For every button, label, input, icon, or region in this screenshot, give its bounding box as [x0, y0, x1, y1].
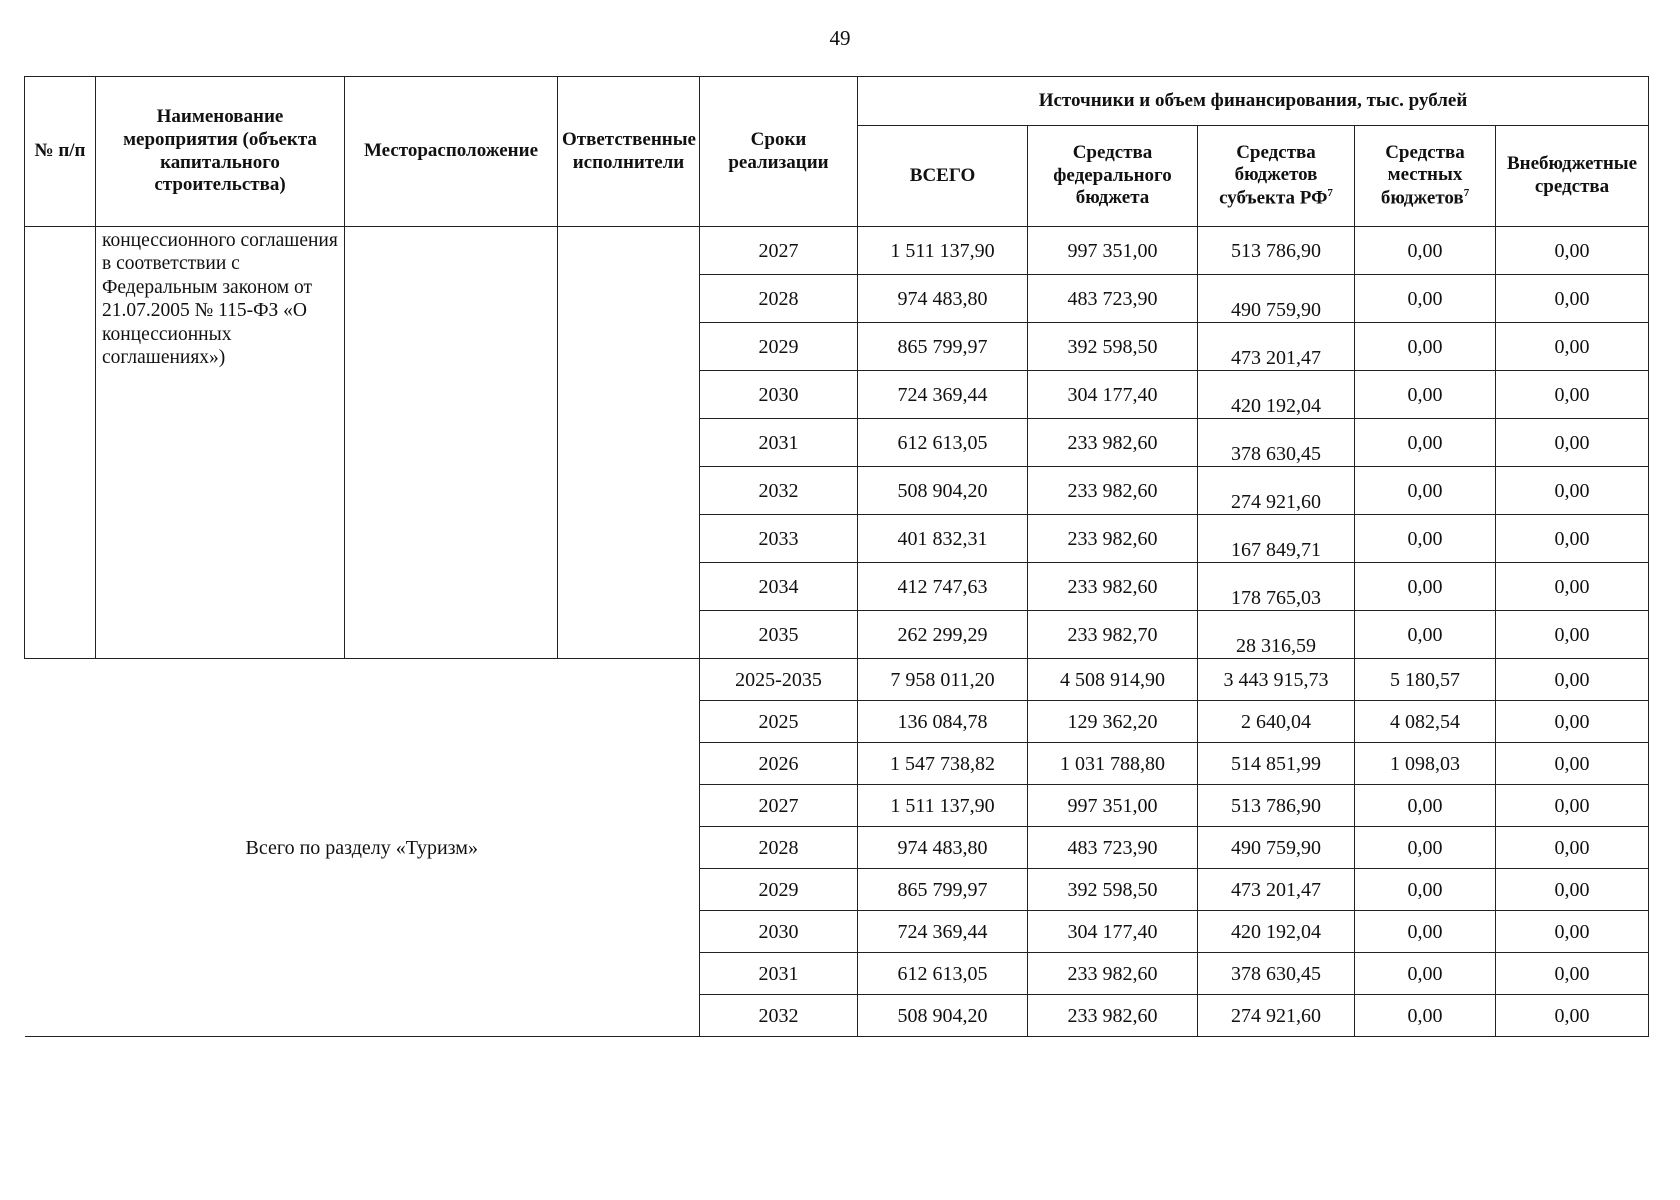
extra-cell: 0,00: [1496, 827, 1649, 869]
regional-cell: 420 192,04: [1198, 911, 1355, 953]
extra-cell: 0,00: [1496, 995, 1649, 1037]
local-cell: 0,00: [1355, 515, 1496, 563]
total-cell: 7 958 011,20: [858, 659, 1028, 701]
extra-cell: 0,00: [1496, 515, 1649, 563]
federal-cell: 304 177,40: [1028, 371, 1198, 419]
extra-cell: 0,00: [1496, 227, 1649, 275]
total-cell: 1 511 137,90: [858, 785, 1028, 827]
page-number: 49: [829, 26, 851, 50]
header-extra: Внебюджетные средства: [1496, 126, 1649, 227]
year-cell: 2029: [700, 869, 858, 911]
regional-cell: 28 316,59: [1198, 611, 1355, 659]
year-cell: 2028: [700, 827, 858, 869]
header-responsible: Ответственные исполнители: [558, 77, 700, 227]
location-cell: [345, 227, 558, 659]
federal-cell: 997 351,00: [1028, 785, 1198, 827]
federal-cell: 392 598,50: [1028, 869, 1198, 911]
regional-cell: 420 192,04: [1198, 371, 1355, 419]
regional-cell: 490 759,90: [1198, 827, 1355, 869]
extra-cell: 0,00: [1496, 467, 1649, 515]
total-cell: 612 613,05: [858, 419, 1028, 467]
federal-cell: 392 598,50: [1028, 323, 1198, 371]
regional-cell: 178 765,03: [1198, 563, 1355, 611]
extra-cell: 0,00: [1496, 323, 1649, 371]
year-cell: 2033: [700, 515, 858, 563]
total-cell: 865 799,97: [858, 323, 1028, 371]
extra-cell: 0,00: [1496, 785, 1649, 827]
local-cell: 0,00: [1355, 785, 1496, 827]
local-cell: 0,00: [1355, 869, 1496, 911]
regional-cell: 378 630,45: [1198, 953, 1355, 995]
regional-cell: 2 640,04: [1198, 701, 1355, 743]
total-cell: 612 613,05: [858, 953, 1028, 995]
total-cell: 508 904,20: [858, 995, 1028, 1037]
year-cell: 2032: [700, 995, 858, 1037]
year-cell: 2035: [700, 611, 858, 659]
header-sources-group: Источники и объем финансирования, тыс. рублей: [858, 77, 1649, 126]
financing-table: [24, 76, 1649, 1037]
local-cell: 0,00: [1355, 563, 1496, 611]
year-cell: 2031: [700, 419, 858, 467]
total-cell: 1 511 137,90: [858, 227, 1028, 275]
year-cell: 2025-2035: [700, 659, 858, 701]
year-cell: 2029: [700, 323, 858, 371]
local-cell: 0,00: [1355, 953, 1496, 995]
local-cell: 0,00: [1355, 995, 1496, 1037]
regional-cell: 274 921,60: [1198, 995, 1355, 1037]
year-cell: 2027: [700, 227, 858, 275]
year-cell: 2026: [700, 743, 858, 785]
extra-cell: 0,00: [1496, 701, 1649, 743]
regional-cell: 514 851,99: [1198, 743, 1355, 785]
regional-cell: 378 630,45: [1198, 419, 1355, 467]
header-regional: [1198, 126, 1355, 227]
header-name: Наименование мероприятия (объекта капитального строительства): [96, 77, 345, 227]
extra-cell: 0,00: [1496, 371, 1649, 419]
total-cell: 724 369,44: [858, 371, 1028, 419]
local-cell: 0,00: [1355, 323, 1496, 371]
section-total-row: [25, 659, 1649, 701]
year-cell: 2032: [700, 467, 858, 515]
item-description: концессионного соглашения в соответствии с Федеральным законом от 21.07.2005 № 115-ФЗ «О концессионных соглашениях»): [96, 227, 345, 659]
total-cell: 262 299,29: [858, 611, 1028, 659]
year-cell: 2034: [700, 563, 858, 611]
header-num: № п/п: [25, 77, 96, 227]
local-cell: 4 082,54: [1355, 701, 1496, 743]
regional-cell: 167 849,71: [1198, 515, 1355, 563]
extra-cell: 0,00: [1496, 659, 1649, 701]
federal-cell: 4 508 914,90: [1028, 659, 1198, 701]
federal-cell: 233 982,60: [1028, 953, 1198, 995]
extra-cell: 0,00: [1496, 611, 1649, 659]
federal-cell: 483 723,90: [1028, 827, 1198, 869]
local-cell: 1 098,03: [1355, 743, 1496, 785]
header-period: Сроки реализации: [700, 77, 858, 227]
year-cell: 2025: [700, 701, 858, 743]
year-cell: 2030: [700, 911, 858, 953]
extra-cell: 0,00: [1496, 419, 1649, 467]
section-total-label: Всего по разделу «Туризм»: [25, 659, 700, 1037]
total-cell: 865 799,97: [858, 869, 1028, 911]
federal-cell: 997 351,00: [1028, 227, 1198, 275]
local-cell: 0,00: [1355, 827, 1496, 869]
total-cell: 412 747,63: [858, 563, 1028, 611]
header-local-footnote: 7: [1463, 187, 1470, 200]
local-cell: 5 180,57: [1355, 659, 1496, 701]
regional-cell: 3 443 915,73: [1198, 659, 1355, 701]
local-cell: 0,00: [1355, 275, 1496, 323]
total-cell: 974 483,80: [858, 275, 1028, 323]
federal-cell: 233 982,60: [1028, 419, 1198, 467]
extra-cell: 0,00: [1496, 563, 1649, 611]
federal-cell: 483 723,90: [1028, 275, 1198, 323]
local-cell: 0,00: [1355, 467, 1496, 515]
local-cell: 0,00: [1355, 419, 1496, 467]
header-location: Месторасположение: [345, 77, 558, 227]
year-cell: 2030: [700, 371, 858, 419]
item-number-cell: [25, 227, 96, 659]
local-cell: 0,00: [1355, 911, 1496, 953]
total-cell: 974 483,80: [858, 827, 1028, 869]
extra-cell: 0,00: [1496, 953, 1649, 995]
total-cell: 724 369,44: [858, 911, 1028, 953]
total-cell: 136 084,78: [858, 701, 1028, 743]
header-regional-label: Средства бюджетов субъекта РФ: [1219, 141, 1328, 209]
federal-cell: 233 982,60: [1028, 515, 1198, 563]
total-cell: 1 547 738,82: [858, 743, 1028, 785]
local-cell: 0,00: [1355, 227, 1496, 275]
header-federal: Средства федерального бюджета: [1028, 126, 1198, 227]
regional-cell: 513 786,90: [1198, 785, 1355, 827]
federal-cell: 129 362,20: [1028, 701, 1198, 743]
federal-cell: 233 982,70: [1028, 611, 1198, 659]
regional-cell: 473 201,47: [1198, 323, 1355, 371]
local-cell: 0,00: [1355, 611, 1496, 659]
header-local-label: Средства местных бюджетов: [1380, 141, 1465, 209]
total-cell: 401 832,31: [858, 515, 1028, 563]
extra-cell: 0,00: [1496, 911, 1649, 953]
federal-cell: 233 982,60: [1028, 995, 1198, 1037]
responsible-cell: [558, 227, 700, 659]
regional-cell: 490 759,90: [1198, 275, 1355, 323]
federal-cell: 233 982,60: [1028, 563, 1198, 611]
extra-cell: 0,00: [1496, 869, 1649, 911]
regional-cell: 274 921,60: [1198, 467, 1355, 515]
header-regional-footnote: 7: [1327, 187, 1333, 200]
year-cell: 2027: [700, 785, 858, 827]
year-cell: 2031: [700, 953, 858, 995]
federal-cell: 1 031 788,80: [1028, 743, 1198, 785]
year-cell: 2028: [700, 275, 858, 323]
federal-cell: 304 177,40: [1028, 911, 1198, 953]
table-row: [25, 227, 1649, 275]
local-cell: 0,00: [1355, 371, 1496, 419]
header-local: [1355, 126, 1496, 227]
header-total: ВСЕГО: [858, 126, 1028, 227]
extra-cell: 0,00: [1496, 743, 1649, 785]
regional-cell: 473 201,47: [1198, 869, 1355, 911]
federal-cell: 233 982,60: [1028, 467, 1198, 515]
extra-cell: 0,00: [1496, 275, 1649, 323]
total-cell: 508 904,20: [858, 467, 1028, 515]
regional-cell: 513 786,90: [1198, 227, 1355, 275]
